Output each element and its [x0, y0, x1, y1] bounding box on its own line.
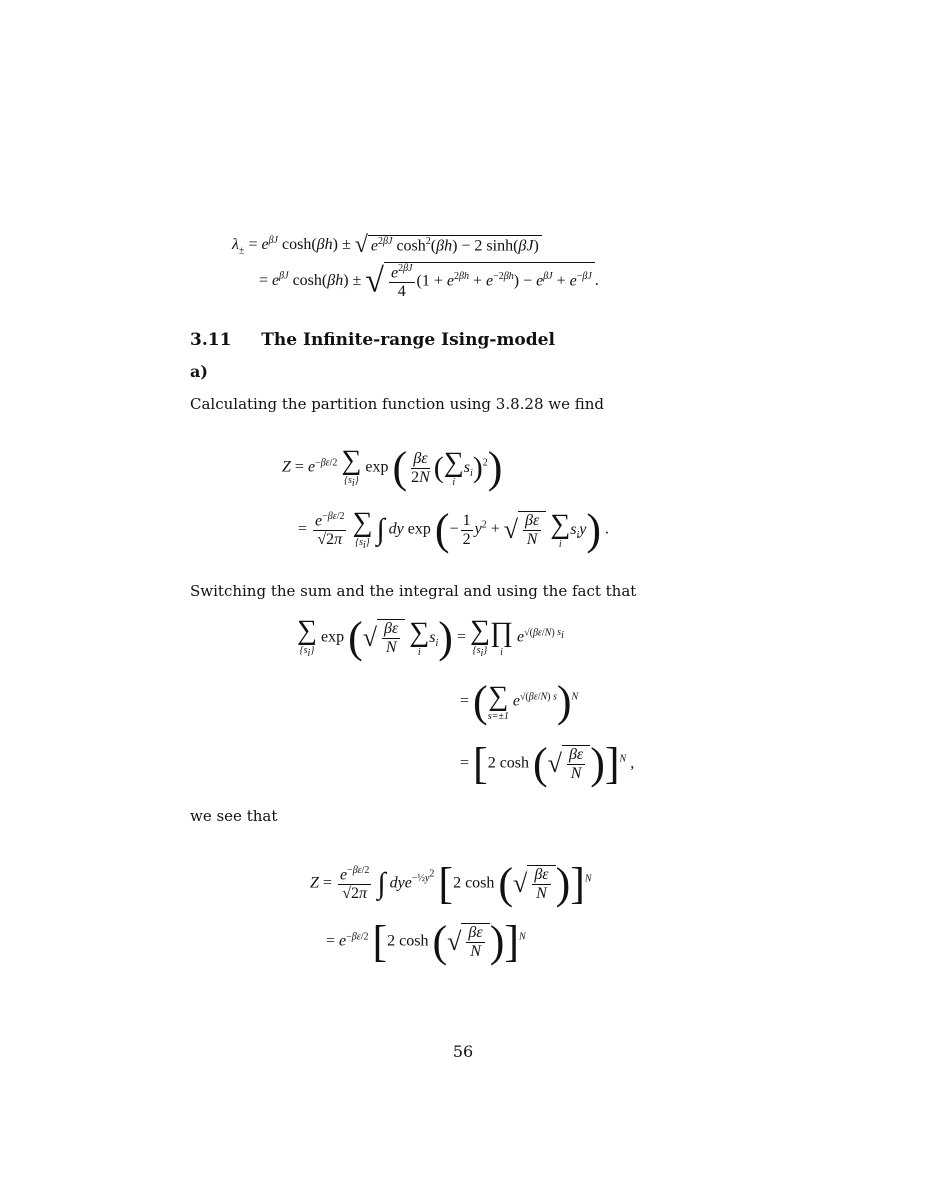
section-number: 3.11 — [190, 330, 232, 350]
equation-sum-line-3: = [2 cosh (√ $\frac{\beta\varepsilon}{N}$ )]$^N$ , — [460, 739, 635, 788]
page-number: 56 — [452, 1042, 474, 1061]
subsection-label: a) — [190, 362, 208, 381]
equation-lambda-line-1: $\lambda_\pm = e^{\beta J}$ cosh(βh) ± √ $e^{2\beta J}$ $\cosh^2(\beta h) - 2$ sinh(βJ) — [232, 232, 542, 259]
equation-lambda-line-2: = $e^{\beta J}$ cosh(βh) ± √ $\frac{e^{2\beta J}}{4}$ $(1 + e^{2\beta h} + e^{-2\beta h}) - e^{\beta J} + e^{-\beta J}$ . — [259, 262, 599, 300]
equation-Zfinal-line-1: Z = $\frac{e^{-\beta\varepsilon/2}}{√2\pi}$ ∫ dye$^{-\frac{1}{2}y^2}$ [2 cosh (√ $\frac{\beta\varepsilon}{N}$ )]$^N$ — [310, 859, 592, 908]
equation-sum-line-2: = ( ∑ s=±1 $e^{√(\beta\varepsilon/N) s})^N$ — [460, 677, 579, 726]
equation-Z-line-1: $Z = e^{-\beta\varepsilon/2}$ ∑ $\{s_i\}$ exp ( $\frac{\beta\varepsilon}{2N}$ ( ∑ i $s_i)^2$) — [282, 443, 503, 492]
section-heading — [190, 330, 555, 350]
section-title: The Infinite-range Ising-model — [261, 330, 555, 350]
equation-Zfinal-line-2: = $e^{-\beta\varepsilon/2}$ [2 cosh (√ $\frac{\beta\varepsilon}{N}$ )]$^N$ — [326, 917, 526, 966]
paragraph-3: we see that — [190, 807, 278, 825]
equation-sum-line-1: ∑ $\{s_i\}$ exp (√ $\frac{\beta\varepsilon}{N}$ ∑ i $s_i$) = ∑ $\{s_i\}$ ∏ i $e^{√(\beta\varepsilon/N) s_i}$ — [297, 613, 564, 662]
equation-Z-line-2: = $\frac{e^{-\beta\varepsilon/2}}{√2\pi}$ ∑ $\{s_i\}$ ∫ dy exp (− $\frac{1}{2}$ $y^2$ + √ $\frac{\beta\varepsilon}{N}$ ∑ i $s_iy$) . — [298, 505, 610, 554]
paragraph-1: Calculating the partition function using 3.8.28 we find — [190, 395, 605, 413]
paragraph-2: Switching the sum and the integral and using the fact that — [190, 582, 637, 600]
